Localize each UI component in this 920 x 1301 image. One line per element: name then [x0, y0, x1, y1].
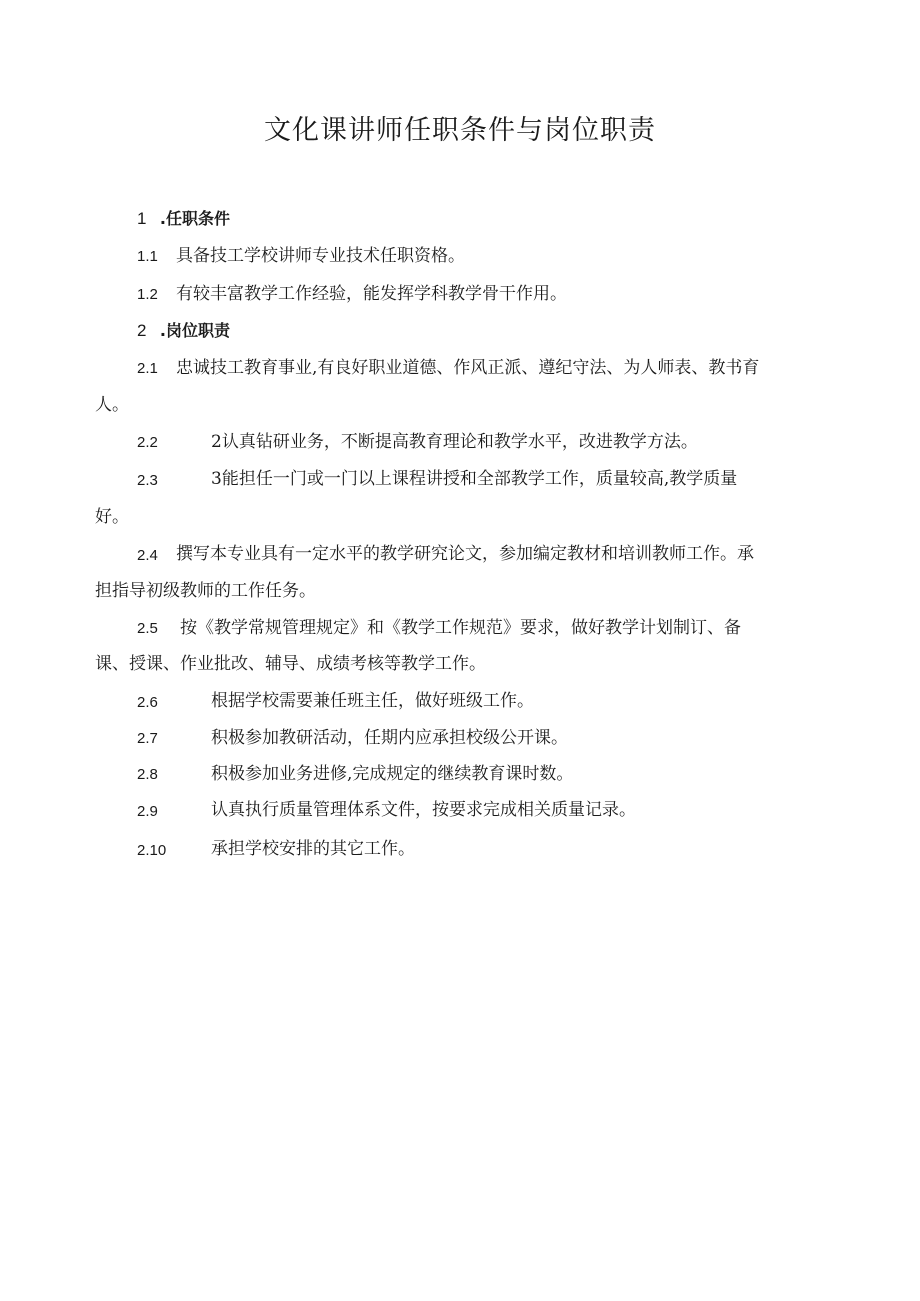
section-number: 1 [137, 209, 147, 228]
item-text-line2: 人。 [95, 395, 129, 415]
item-text-line2: 课、授课、作业批改、辅导、成绩考核等教学工作。 [95, 654, 486, 674]
item-number: 2.1 [137, 360, 158, 377]
section-heading-text: .岗位职责 [159, 321, 230, 340]
item-text-line1: 按《教学常规管理规定》和《教学工作规范》要求，做好教学计划制订、备 [180, 618, 741, 638]
item-text: 认真执行质量管理体系文件，按要求完成相关质量记录。 [211, 800, 636, 820]
item-number: 2.5 [137, 620, 158, 637]
item-text: 积极参加教研活动，任期内应承担校级公开课。 [211, 728, 568, 748]
item-text: 具备技工学校讲师专业技术任职资格。 [176, 246, 465, 266]
item-number: 2.10 [137, 842, 167, 859]
item-number: 2.3 [137, 472, 158, 489]
item-number: 2.7 [137, 730, 158, 747]
item-text: 有较丰富教学工作经验，能发挥学科教学骨干作用。 [176, 284, 567, 304]
section-heading-2 [137, 320, 230, 342]
item-text-line2: 好。 [95, 507, 129, 527]
section-heading-text: .任职条件 [159, 209, 230, 228]
item-text: 2认真钻研业务，不断提高教育理论和教学水平，改进教学方法。 [211, 432, 698, 452]
item-number: 2.9 [137, 803, 158, 820]
section-number: 2 [137, 321, 147, 340]
document-title: 文化课讲师任职条件与岗位职责 [264, 115, 656, 146]
item-text-line1: 撰写本专业具有一定水平的教学研究论文，参加编定教材和培训教师工作。承 [176, 544, 754, 564]
item-number: 2.2 [137, 434, 158, 451]
item-text-line1: 忠诚技工教育事业,有良好职业道德、作风正派、遵纪守法、为人师表、教书育 [176, 358, 760, 378]
section-heading-1 [137, 208, 230, 230]
item-text-line2: 担指导初级教师的工作任务。 [95, 581, 316, 601]
item-number: 2.8 [137, 766, 158, 783]
item-text: 积极参加业务进修,完成规定的继续教育课时数。 [211, 764, 574, 784]
item-number: 2.6 [137, 694, 158, 711]
item-text: 承担学校安排的其它工作。 [211, 839, 415, 859]
item-text: 根据学校需要兼任班主任，做好班级工作。 [211, 691, 534, 711]
item-number: 2.4 [137, 547, 158, 564]
item-number: 1.2 [137, 286, 158, 303]
item-text-line1: 3能担任一门或一门以上课程讲授和全部教学工作，质量较高,教学质量 [211, 469, 738, 489]
item-number: 1.1 [137, 248, 158, 265]
